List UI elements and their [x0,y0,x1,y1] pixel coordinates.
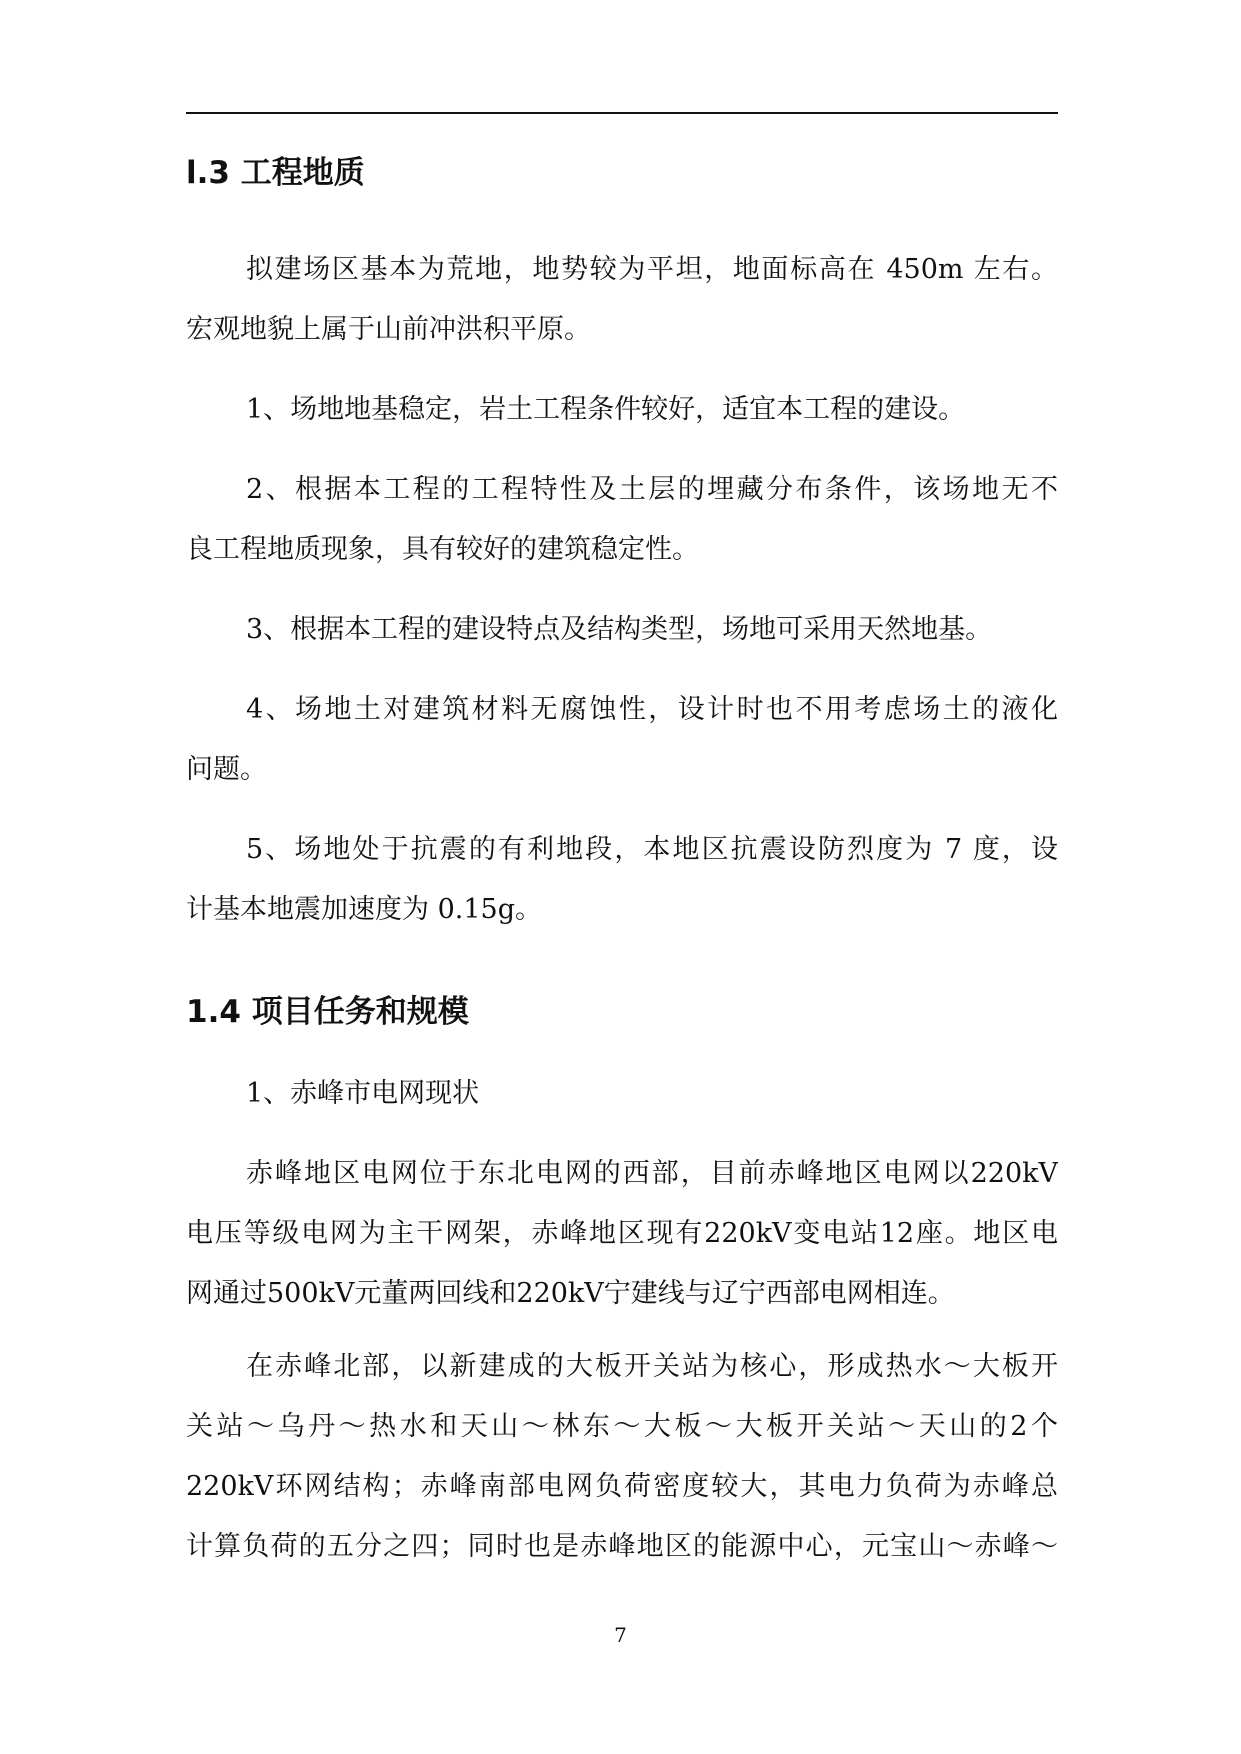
list-item-line: 1、场地地基稳定，岩土工程条件较好，适宜本工程的建设。 [246,394,966,425]
list-item-line: 3、根据本工程的建设特点及结构类型，场地可采用天然地基。 [246,614,993,645]
subheading-line: 1、赤峰市电网现状 [246,1078,480,1109]
page-number: 7 [614,1623,627,1647]
paragraph-line: 220kV环网结构；赤峰南部电网负荷密度较大，其电力负荷为赤峰总 [186,1471,1058,1502]
list-item-line: 良工程地质现象，具有较好的建筑稳定性。 [186,534,699,565]
list-item-line: 问题。 [186,754,267,785]
section-heading-1-3: l.3 工程地质 [186,155,365,191]
list-item-line: 5、场地处于抗震的有利地段，本地区抗震设防烈度为 7 度，设 [246,834,1058,865]
list-item-line: 计基本地震加速度为 0.15g。 [186,894,542,925]
list-item-line: 4、场地土对建筑材料无腐蚀性，设计时也不用考虑场土的液化 [246,694,1058,725]
paragraph-line: 网通过500kV元董两回线和220kV宁建线与辽宁西部电网相连。 [186,1278,955,1309]
paragraph-line: 关站～乌丹～热水和天山～林东～大板～大板开关站～天山的2个 [186,1411,1058,1442]
paragraph-line: 电压等级电网为主干网架，赤峰地区现有220kV变电站12座。地区电 [186,1218,1058,1249]
paragraph-line: 赤峰地区电网位于东北电网的西部，目前赤峰地区电网以220kV [246,1158,1058,1189]
list-item-line: 2、根据本工程的工程特性及土层的埋藏分布条件，该场地无不 [246,474,1058,505]
paragraph-line: 拟建场区基本为荒地，地势较为平坦，地面标高在 450m 左右。 [246,254,1058,285]
header-rule [186,112,1058,114]
section-heading-1-4: 1.4 项目任务和规模 [186,994,469,1030]
paragraph-line: 在赤峰北部，以新建成的大板开关站为核心，形成热水～大板开 [246,1351,1058,1382]
paragraph-line: 计算负荷的五分之四；同时也是赤峰地区的能源中心，元宝山～赤峰～ [186,1531,1058,1562]
paragraph-line: 宏观地貌上属于山前冲洪积平原。 [186,314,591,345]
